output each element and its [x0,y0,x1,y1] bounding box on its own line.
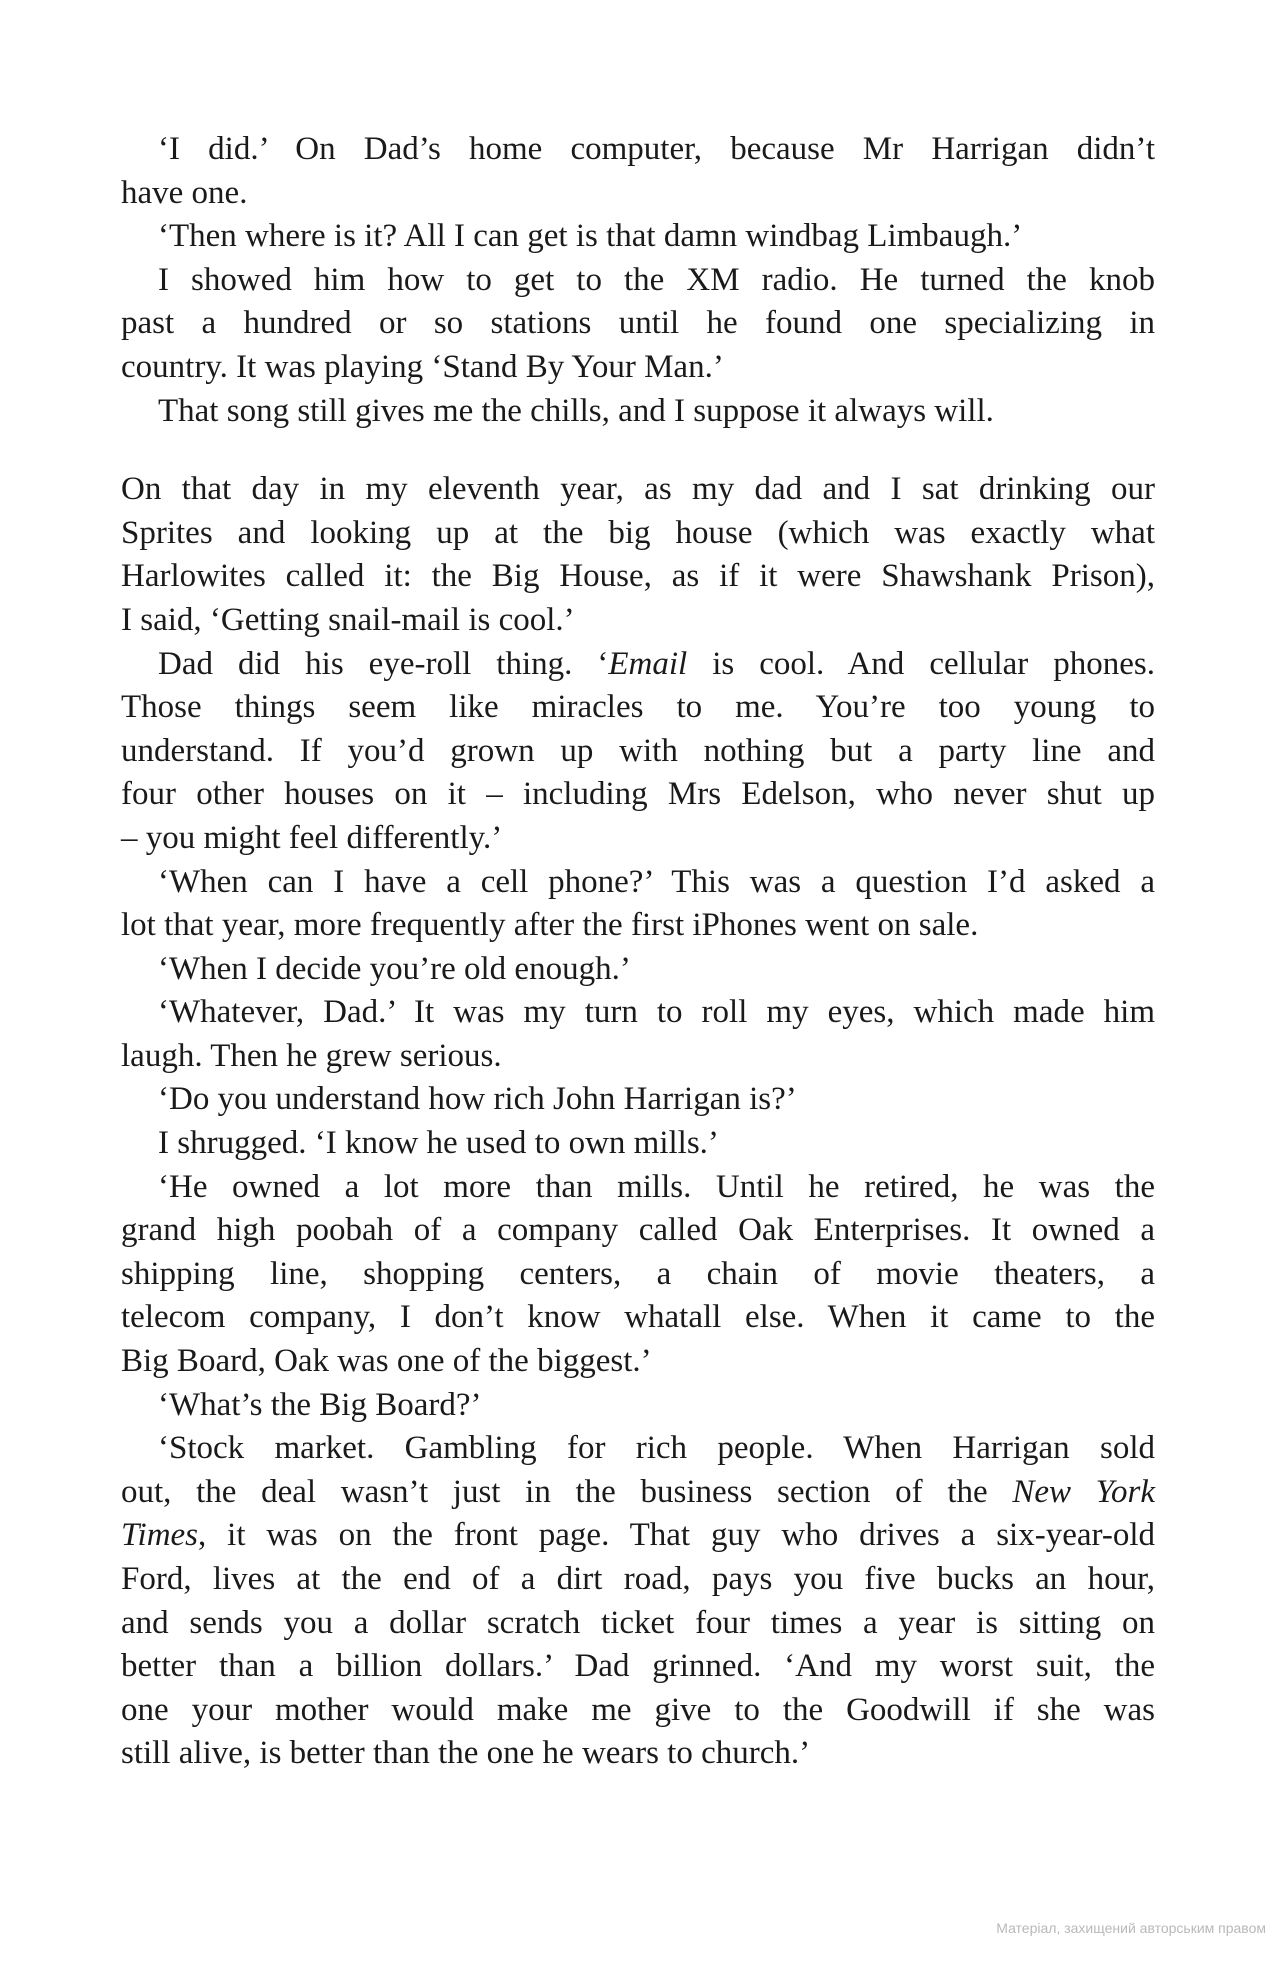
text-line: Ford, lives at the end of a dirt road, pays you five bucks an hour, [121,1561,1155,1597]
text-line: – you might feel differently.’ [121,819,503,856]
text-line: have one. [121,174,248,211]
text-line: Those things seem like miracles to me. You’re too young to [121,689,1155,726]
text-line: shipping line, shopping centers, a chain of movie theaters, a [121,1255,1155,1292]
paragraph [121,948,1155,992]
paragraph [121,1427,1155,1776]
text-line: and sends you a dollar scratch ticket four times a year is sitting on [121,1604,1155,1641]
text-segment: out, the deal wasn’t just in the business section of the [121,1473,1013,1510]
italic-text: Email [608,645,688,682]
text-line: ‘He owned a lot more than mills. Until he retired, he was the [158,1168,1155,1205]
paragraph [121,468,1155,642]
paragraph [121,390,1155,434]
text-line: lot that year, more frequently after the first iPhones went on sale. [121,907,979,944]
paragraph [121,128,1155,215]
text-line: ‘Do you understand how rich John Harrigan is?’ [158,1081,797,1118]
text-line: ‘What’s the Big Board?’ [158,1386,482,1423]
paragraph [121,215,1155,259]
text-line: That song still gives me the chills, and I suppose it always will. [158,392,994,429]
text-line: ‘When can I have a cell phone?’ This was a question I’d asked a [158,863,1155,900]
text-line: past a hundred or so stations until he found one specializing in [121,305,1155,342]
text-line: ‘Stock market. Gambling for rich people. When Harrigan sold [158,1430,1155,1467]
text-line: country. It was playing ‘Stand By Your Man.’ [121,348,724,385]
text-line [121,1514,1155,1558]
text-line: Sprites and looking up at the big house (which was exactly what [121,514,1155,551]
text-line: laugh. Then he grew serious. [121,1037,502,1074]
paragraph [121,1122,1155,1166]
text-line: ‘When I decide you’re old enough.’ [158,950,631,987]
text-line [121,643,1155,687]
text-segment: , it was on the front page. That guy who drives a six-year-old [198,1517,1155,1554]
text-line: Harlowites called it: the Big House, as if it were Shawshank Prison), [121,558,1155,595]
text-segment: is cool. And cellular phones. [687,645,1155,682]
copyright-watermark: Матеріал, захищений авторським правом [996,1920,1266,1936]
text-line: ‘Then where is it? All I can get is that damn windbag Limbaugh.’ [158,218,1023,255]
italic-text: New York [1012,1473,1155,1510]
italic-text: Times [121,1517,199,1554]
text-line: better than a billion dollars.’ Dad grinned. ‘And my worst suit, the [121,1648,1155,1685]
text-line: I shrugged. ‘I know he used to own mills.’ [158,1125,719,1162]
text-line: ‘I did.’ On Dad’s home computer, because Mr Harrigan didn’t [158,131,1155,167]
text-line: one your mother would make me give to the Goodwill if she was [121,1691,1155,1728]
text-line: Big Board, Oak was one of the biggest.’ [121,1343,652,1380]
text-segment: Dad did his eye-roll thing. ‘ [158,645,609,682]
text-line [121,1471,1155,1515]
text-line: grand high poobah of a company called Oak Enterprises. It owned a [121,1212,1155,1249]
text-line: I said, ‘Getting snail-mail is cool.’ [121,601,575,638]
text-line: On that day in my eleventh year, as my dad and I sat drinking our [121,471,1155,508]
paragraph [121,1384,1155,1428]
text-line: ‘Whatever, Dad.’ It was my turn to roll my eyes, which made him [158,994,1155,1031]
paragraph [121,643,1155,861]
paragraph [121,259,1155,390]
text-line: still alive, is better than the one he wears to church.’ [121,1735,811,1772]
paragraph [121,1078,1155,1122]
paragraph [121,991,1155,1078]
paragraph [121,1166,1155,1384]
text-line: understand. If you’d grown up with nothing but a party line and [121,732,1155,769]
text-line: I showed him how to get to the XM radio. He turned the knob [158,261,1155,298]
paragraph [121,861,1155,948]
book-page-text [121,128,1155,1776]
text-line: four other houses on it – including Mrs Edelson, who never shut up [121,776,1155,813]
text-line: telecom company, I don’t know whatall else. When it came to the [121,1299,1155,1336]
